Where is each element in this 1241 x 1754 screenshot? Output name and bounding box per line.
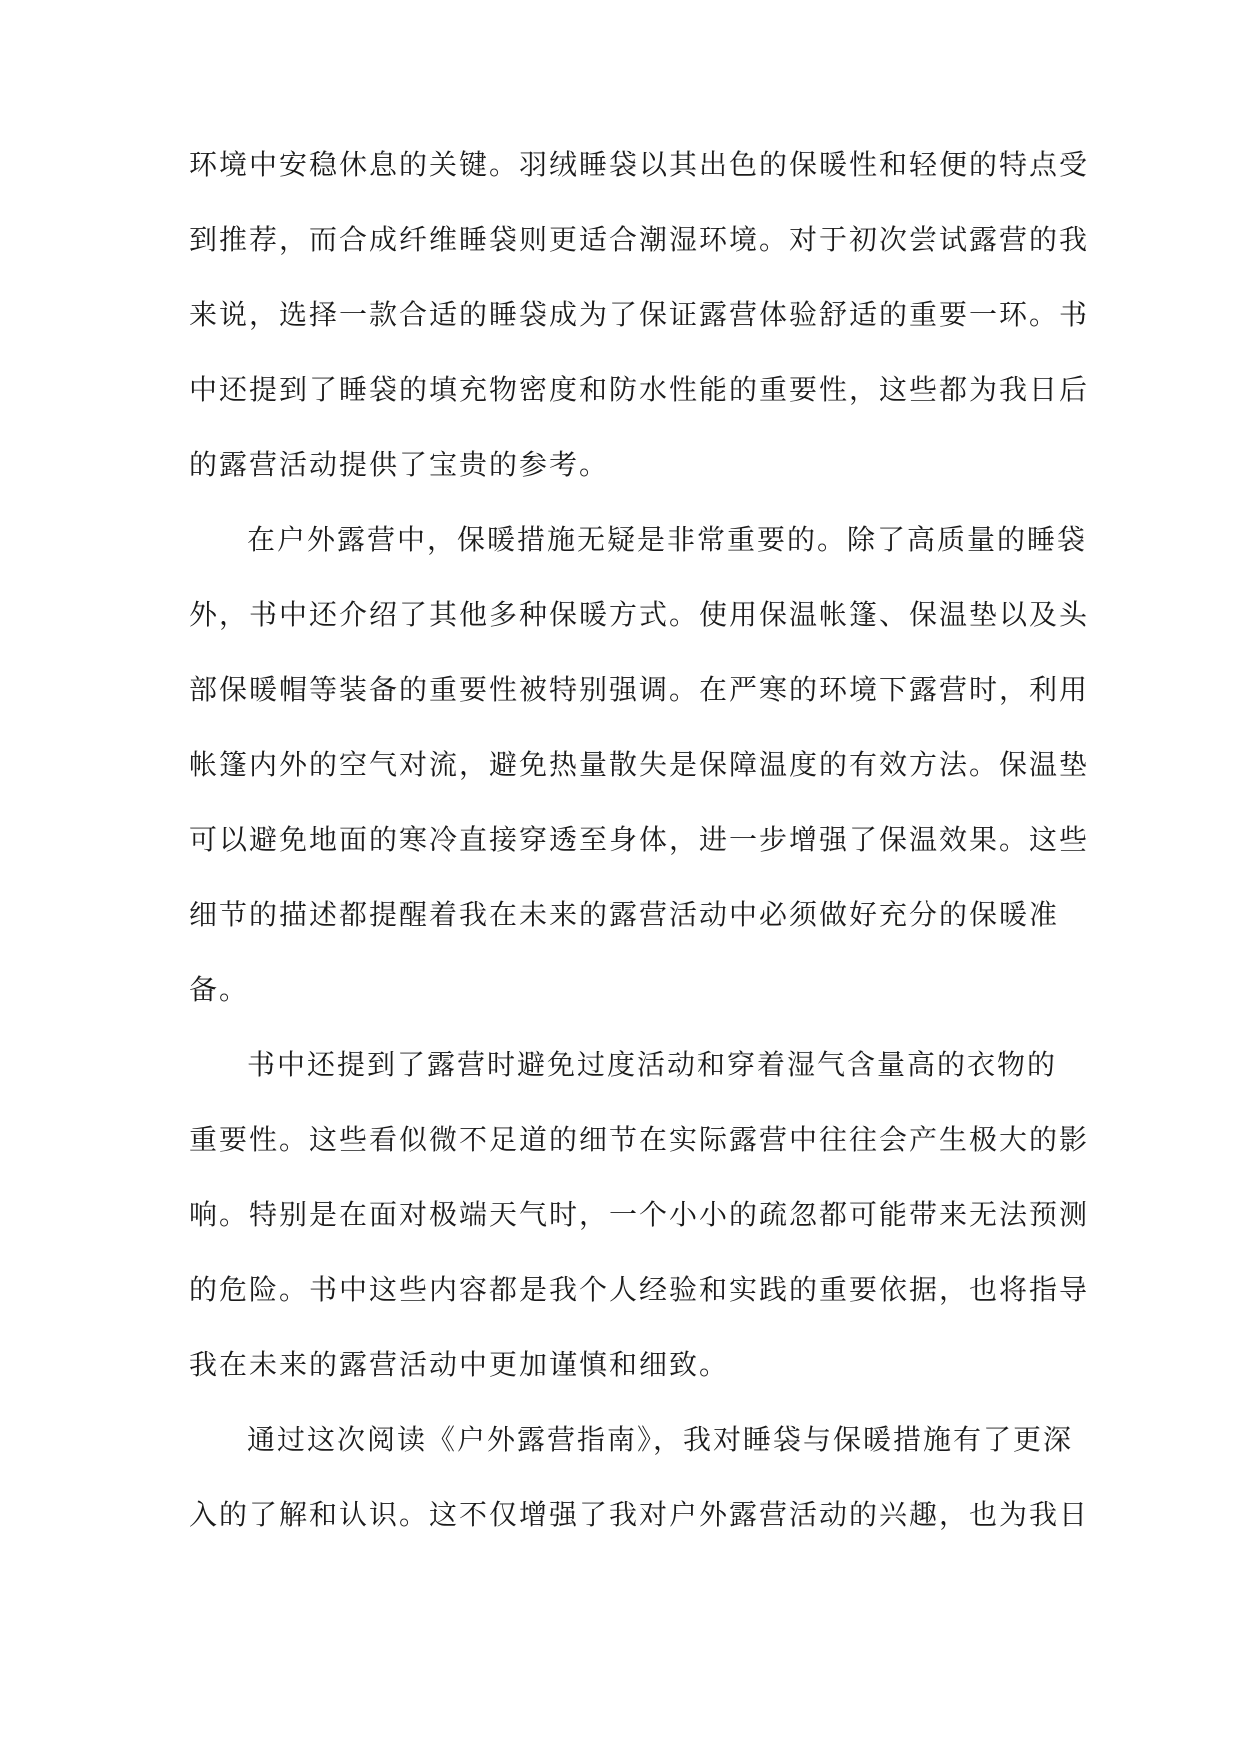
- text-line: 备。: [189, 973, 250, 1006]
- text-line: 环境中安稳休息的关键。羽绒睡袋以其出色的保暖性和轻便的特点受: [189, 148, 1090, 181]
- paragraph-start-line: 在户外露营中，保暖措施无疑是非常重要的。除了高质量的睡袋: [247, 523, 1088, 556]
- text-line: 重要性。这些看似微不足道的细节在实际露营中往往会产生极大的影: [189, 1123, 1090, 1156]
- text-line: 的露营活动提供了宝贵的参考。: [189, 448, 610, 481]
- text-line: 帐篷内外的空气对流，避免热量散失是保障温度的有效方法。保温垫: [189, 748, 1090, 781]
- text-line: 可以避免地面的寒冷直接穿透至身体，进一步增强了保温效果。这些: [189, 823, 1090, 856]
- text-line: 入的了解和认识。这不仅增强了我对户外露营活动的兴趣，也为我日: [189, 1498, 1090, 1531]
- text-line: 细节的描述都提醒着我在未来的露营活动中必须做好充分的保暖准: [189, 898, 1060, 931]
- text-line: 响。特别是在面对极端天气时，一个小小的疏忽都可能带来无法预测: [189, 1198, 1090, 1231]
- text-line: 的危险。书中这些内容都是我个人经验和实践的重要依据，也将指导: [189, 1273, 1090, 1306]
- text-line: 到推荐，而合成纤维睡袋则更适合潮湿环境。对于初次尝试露营的我: [189, 223, 1090, 256]
- body-text: [189, 146, 1090, 1571]
- text-line: 部保暖帽等装备的重要性被特别强调。在严寒的环境下露营时，利用: [189, 673, 1090, 706]
- paragraph-start-line: 通过这次阅读《户外露营指南》，我对睡袋与保暖措施有了更深: [247, 1423, 1074, 1456]
- text-line: 中还提到了睡袋的填充物密度和防水性能的重要性，这些都为我日后: [189, 373, 1090, 406]
- text-line: 我在未来的露营活动中更加谨慎和细致。: [189, 1348, 730, 1381]
- paragraph-start-line: 书中还提到了露营时避免过度活动和穿着湿气含量高的衣物的: [247, 1048, 1058, 1081]
- text-line: 外，书中还介绍了其他多种保暖方式。使用保温帐篷、保温垫以及头: [189, 598, 1090, 631]
- text-line: 来说，选择一款合适的睡袋成为了保证露营体验舒适的重要一环。书: [189, 298, 1090, 331]
